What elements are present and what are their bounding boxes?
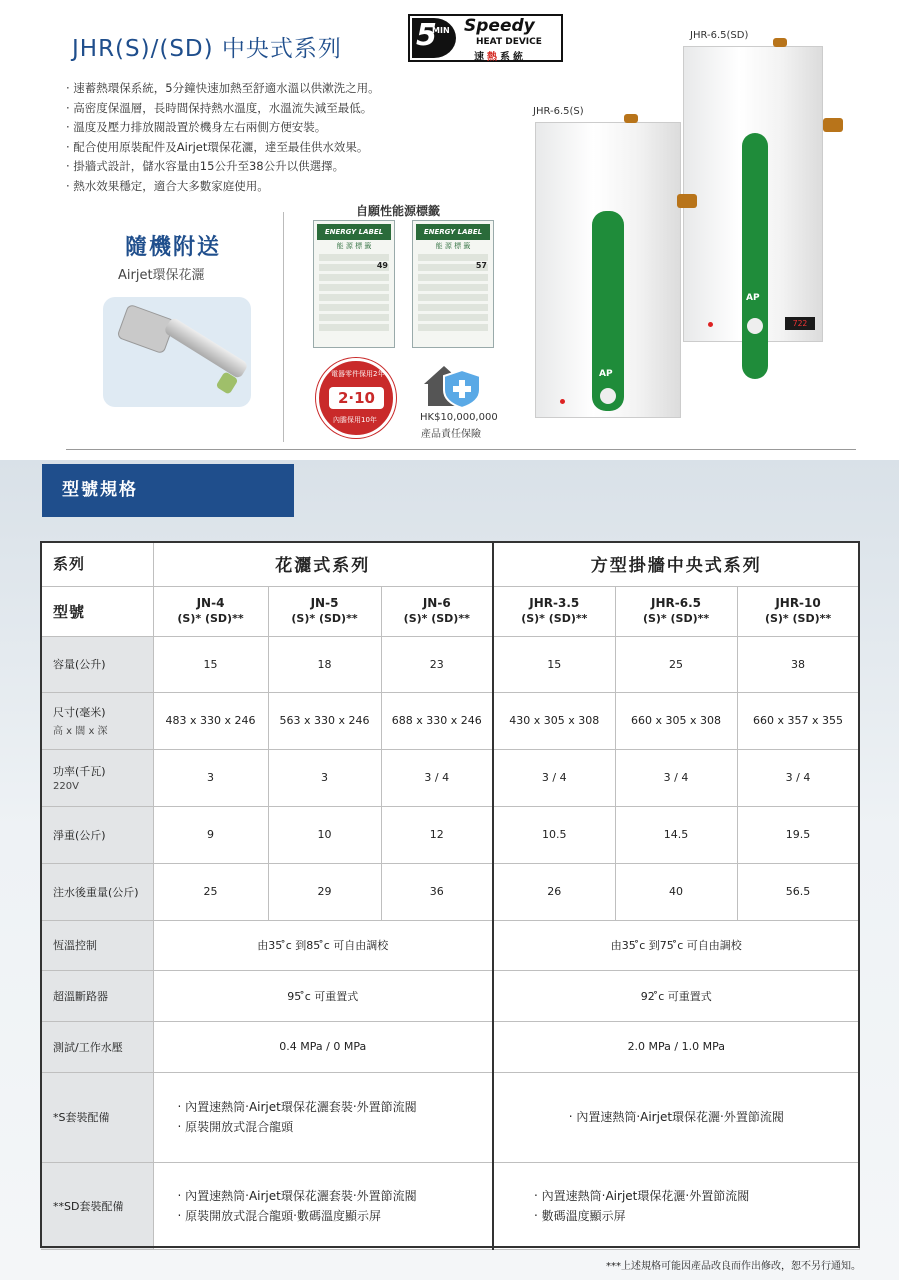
table-cell: 19.5 bbox=[737, 806, 859, 863]
energy-label-title: 自願性能源標籤 bbox=[356, 204, 441, 218]
table-row bbox=[41, 749, 859, 806]
energy-label-card bbox=[412, 220, 494, 348]
series-label: 系列 bbox=[41, 542, 153, 586]
model-cell bbox=[615, 586, 737, 636]
energy-label-header bbox=[317, 224, 391, 240]
spec-table bbox=[41, 542, 860, 1250]
model-variant: (S)* (SD)** bbox=[403, 612, 470, 625]
row-label: *S套裝配備 bbox=[41, 1072, 153, 1162]
merged-cell: 0.4 MPa / 0 MPa bbox=[153, 1021, 493, 1072]
table-row bbox=[41, 1072, 859, 1162]
row-label-sub: 220V bbox=[53, 781, 79, 792]
row-label: 淨重(公斤) bbox=[41, 806, 153, 863]
table-row bbox=[41, 806, 859, 863]
footnote: ***上述規格可能因產品改良而作出修改，恕不另行通知。 bbox=[606, 1261, 861, 1272]
table-cell: 3 / 4 bbox=[737, 749, 859, 806]
feature-item: ‧ 熱水效果穩定，適合大多數家庭使用。 bbox=[66, 178, 269, 193]
logo-line2-c: 系統 bbox=[500, 52, 526, 63]
merged-cell: 由35 ̊c 到85 ̊c 可自由調校 bbox=[153, 920, 493, 970]
logo-line2-b: 熱 bbox=[487, 52, 500, 63]
logo-min-text: MIN bbox=[432, 26, 450, 35]
energy-label-grade: 57 bbox=[475, 261, 487, 270]
feature-item: ‧ 高密度保溫層，長時間保持熱水溫度，水溫流失減至最低。 bbox=[66, 100, 373, 115]
spec-section bbox=[0, 460, 899, 1280]
feature-list bbox=[66, 79, 486, 196]
table-cell: 38 bbox=[737, 636, 859, 692]
page-title: JHR(S)/(SD) 中央式系列 bbox=[72, 36, 342, 62]
kit-line: ‧ 原裝開放式混合龍頭 bbox=[177, 1120, 294, 1134]
house-shield-icon bbox=[422, 360, 488, 410]
product-intro bbox=[0, 0, 899, 460]
table-cell: 10 bbox=[268, 806, 381, 863]
logo-line2-a: 速 bbox=[474, 52, 487, 63]
table-cell: 23 bbox=[381, 636, 493, 692]
pipe bbox=[624, 114, 638, 123]
shower-handle-icon bbox=[163, 317, 249, 380]
row-label-text: 功率(千瓦) bbox=[53, 765, 106, 778]
table-cell: 3 / 4 bbox=[493, 749, 615, 806]
table-cell: 29 bbox=[268, 863, 381, 920]
model-name: JN-4 bbox=[196, 596, 225, 610]
s-kit-b bbox=[493, 1072, 859, 1162]
table-cell: 3 / 4 bbox=[381, 749, 493, 806]
feature-item: ‧ 掛牆式設計，儲水容量由15公升至38公升以供選擇。 bbox=[66, 159, 345, 173]
divider bbox=[283, 212, 284, 442]
kit-line: ‧ 內置速熱筒‧Airjet環保花灑套裝‧外置節流閥 bbox=[177, 1188, 417, 1203]
gift-subtitle: Airjet環保花灑 bbox=[118, 268, 205, 283]
row-label-sub: 高 x 闊 x 深 bbox=[53, 726, 108, 737]
table-cell: 56.5 bbox=[737, 863, 859, 920]
table-row bbox=[41, 636, 859, 692]
model-name: JHR-6.5 bbox=[651, 596, 702, 610]
table-cell: 15 bbox=[493, 636, 615, 692]
kit-line: ‧ 數碼溫度顯示屏 bbox=[534, 1208, 626, 1223]
warranty-bottom: 內膽保用10年 bbox=[333, 416, 377, 424]
table-cell: 14.5 bbox=[615, 806, 737, 863]
model-cell bbox=[493, 586, 615, 636]
row-label: 容量(公升) bbox=[41, 636, 153, 692]
row-label-text: 尺寸(毫米) bbox=[53, 706, 106, 719]
table-cell: 36 bbox=[381, 863, 493, 920]
model-cell bbox=[737, 586, 859, 636]
indicator-lamp bbox=[560, 399, 565, 404]
table-cell: 15 bbox=[153, 636, 268, 692]
model-cell bbox=[381, 586, 493, 636]
logo-line2 bbox=[474, 48, 526, 63]
model-name: JN-5 bbox=[310, 596, 339, 610]
energy-label-header-zh: 能 源 標 籤 bbox=[336, 242, 372, 250]
logo-line1: HEAT DEVICE bbox=[476, 37, 542, 47]
logo-min-number: 5 bbox=[416, 18, 437, 53]
row-label bbox=[41, 749, 153, 806]
table-cell: 563 x 330 x 246 bbox=[268, 692, 381, 749]
table-cell: 483 x 330 x 246 bbox=[153, 692, 268, 749]
row-label: 注水後重量(公斤) bbox=[41, 863, 153, 920]
energy-label-card bbox=[313, 220, 395, 348]
row-label: 恆溫控制 bbox=[41, 920, 153, 970]
kit-line: ‧ 內置速熱筒‧Airjet環保花灑‧外置節流閥 bbox=[534, 1188, 750, 1203]
series-b-header: 方型掛牆中央式系列 bbox=[493, 542, 859, 586]
energy-label-header bbox=[416, 224, 490, 240]
heater-stripe bbox=[592, 211, 624, 411]
product-label-sd: JHR-6.5(SD) bbox=[690, 30, 749, 41]
merged-cell: 92 ̊c 可重置式 bbox=[493, 970, 859, 1021]
table-cell: 688 x 330 x 246 bbox=[381, 692, 493, 749]
merged-cell: 2.0 MPa / 1.0 MPa bbox=[493, 1021, 859, 1072]
table-cell: 9 bbox=[153, 806, 268, 863]
model-name: JN-6 bbox=[422, 596, 451, 610]
row-label: 超溫斷路器 bbox=[41, 970, 153, 1021]
table-cell: 3 bbox=[268, 749, 381, 806]
table-cell: 25 bbox=[615, 636, 737, 692]
table-row bbox=[41, 692, 859, 749]
row-label: **SD套裝配備 bbox=[41, 1162, 153, 1249]
warranty-main: 2·10 bbox=[329, 387, 384, 409]
insurance-amount: HK$10,000,000 bbox=[420, 412, 498, 423]
model-name: JHR-3.5 bbox=[529, 596, 580, 610]
heater-knob bbox=[744, 315, 766, 337]
table-cell: 3 / 4 bbox=[615, 749, 737, 806]
table-cell: 10.5 bbox=[493, 806, 615, 863]
model-variant: (S)* (SD)** bbox=[764, 612, 832, 625]
temperature-display: 722 bbox=[785, 317, 815, 330]
series-a-header: 花灑式系列 bbox=[153, 542, 493, 586]
table-row bbox=[41, 1162, 859, 1249]
merged-cell: 95 ̊c 可重置式 bbox=[153, 970, 493, 1021]
table-cell: 25 bbox=[153, 863, 268, 920]
divider bbox=[66, 449, 856, 450]
table-cell: 12 bbox=[381, 806, 493, 863]
table-cell: 26 bbox=[493, 863, 615, 920]
model-variant: (S)* (SD)** bbox=[177, 612, 244, 625]
sd-kit-a bbox=[153, 1162, 493, 1249]
merged-cell: 由35 ̊c 到75 ̊c 可自由調校 bbox=[493, 920, 859, 970]
kit-line: ‧ 內置速熱筒‧Airjet環保花灑套裝‧外置節流閥 bbox=[177, 1100, 417, 1114]
table-cell: 430 x 305 x 308 bbox=[493, 692, 615, 749]
valve bbox=[823, 118, 843, 132]
table-cell: 40 bbox=[615, 863, 737, 920]
heater-knob bbox=[597, 385, 619, 407]
table-cell: 660 x 305 x 308 bbox=[615, 692, 737, 749]
model-variant: (S)* (SD)** bbox=[642, 612, 710, 625]
model-variant: (S)* (SD)** bbox=[521, 612, 588, 625]
warranty-badge bbox=[316, 358, 396, 438]
feature-item: ‧ 配合使用原裝配件及Airjet環保花灑，達至最佳供水效果。 bbox=[66, 139, 369, 154]
kit-line: ‧ 原裝開放式混合龍頭‧數碼溫度顯示屏 bbox=[177, 1208, 381, 1223]
energy-label-grade: 49 bbox=[376, 261, 388, 270]
heater-sd-image bbox=[683, 46, 823, 342]
table-row bbox=[41, 542, 859, 586]
valve bbox=[677, 194, 697, 208]
energy-label-header-text: ENERGY LABEL bbox=[423, 228, 483, 236]
indicator-lamp bbox=[708, 322, 713, 327]
table-cell: 660 x 357 x 355 bbox=[737, 692, 859, 749]
model-name: JHR-10 bbox=[775, 596, 821, 610]
model-variant: (S)* (SD)** bbox=[291, 612, 358, 625]
logo-brand: Speedy bbox=[464, 16, 535, 36]
speedy-logo bbox=[408, 14, 563, 62]
insurance-text: 產品責任保險 bbox=[421, 429, 481, 440]
model-cell bbox=[268, 586, 381, 636]
row-label: 測試/工作水壓 bbox=[41, 1021, 153, 1072]
s-kit-a bbox=[153, 1072, 493, 1162]
table-row bbox=[41, 863, 859, 920]
energy-label-header-zh: 能 源 標 籤 bbox=[435, 242, 471, 250]
shower-head-image bbox=[103, 297, 251, 407]
model-cell bbox=[153, 586, 268, 636]
table-row bbox=[41, 586, 859, 636]
table-row bbox=[41, 1021, 859, 1072]
product-label-s: JHR-6.5(S) bbox=[533, 106, 584, 117]
heater-badge: AP bbox=[746, 293, 760, 303]
section-title: 型號規格 bbox=[42, 464, 294, 517]
model-label: 型號 bbox=[41, 586, 153, 636]
sd-kit-b bbox=[493, 1162, 859, 1249]
heater-s-image bbox=[535, 122, 681, 418]
warranty-top: 電器零件保用2年 bbox=[331, 370, 385, 378]
table-row bbox=[41, 920, 859, 970]
heater-badge: AP bbox=[599, 369, 613, 379]
row-label bbox=[41, 692, 153, 749]
table-cell: 18 bbox=[268, 636, 381, 692]
pipe bbox=[773, 38, 787, 47]
kit-line: ‧ 內置速熱筒‧Airjet環保花灑‧外置節流閥 bbox=[568, 1110, 784, 1124]
gift-title: 隨機附送 bbox=[125, 235, 222, 260]
table-cell: 3 bbox=[153, 749, 268, 806]
feature-item: ‧ 速蓄熱環保系統，5分鐘快速加熱至舒適水溫以供漱洗之用。 bbox=[66, 81, 380, 95]
energy-label-header-text: ENERGY LABEL bbox=[324, 228, 384, 236]
table-row bbox=[41, 970, 859, 1021]
heater-stripe bbox=[742, 133, 768, 379]
five-min-mark bbox=[412, 18, 456, 58]
feature-item: ‧ 溫度及壓力排放閥設置於機身左右兩側方便安裝。 bbox=[66, 120, 327, 134]
